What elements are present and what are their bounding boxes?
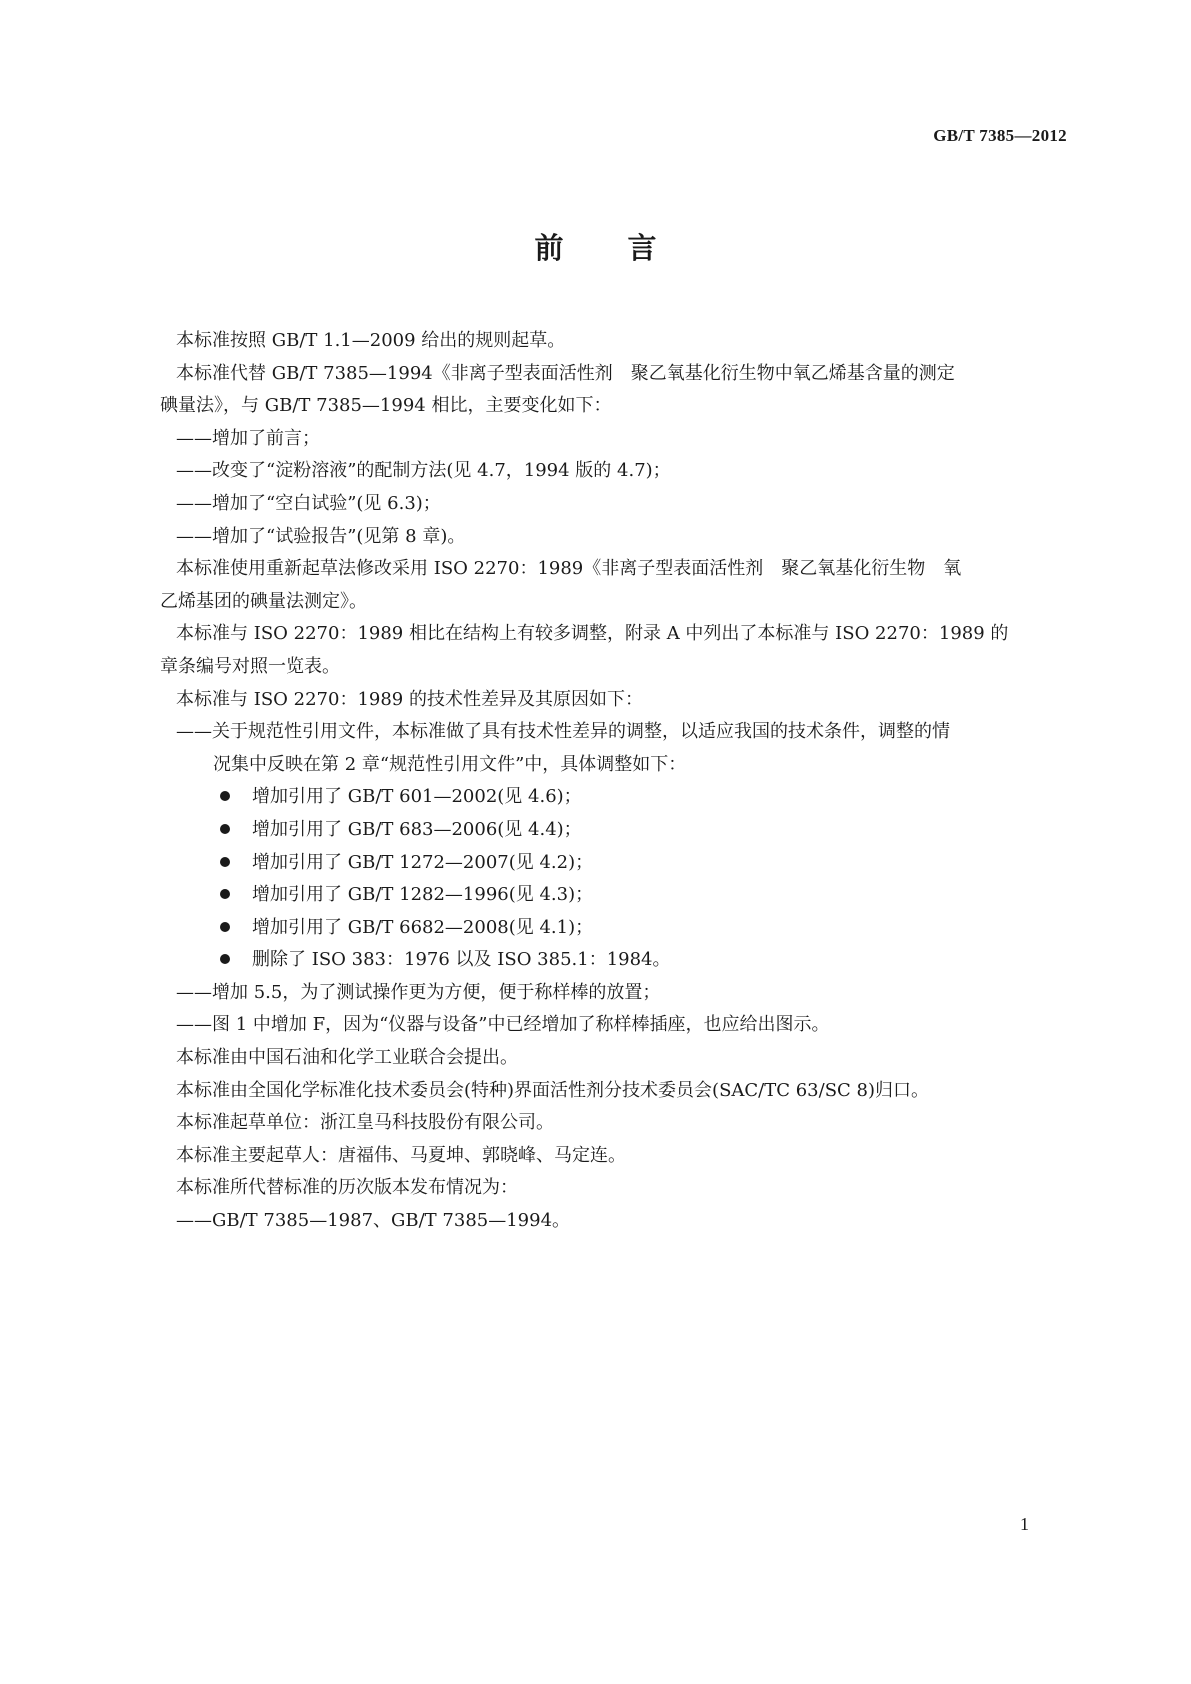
- history-item: ——GB/T 7385—1987、GB/T 7385—1994。: [176, 1210, 571, 1232]
- reference-text: 删除了 ISO 383：1976 以及 ISO 385.1：1984。: [252, 949, 671, 971]
- foreword-body: [160, 325, 1064, 1238]
- difference-item-1-line-2: 况集中反映在第 2 章“规范性引用文件”中，具体调整如下：: [213, 753, 687, 775]
- reference-text: 增加引用了 GB/T 1282—1996(见 4.3)；: [252, 884, 594, 906]
- bullet-icon: [220, 922, 230, 932]
- difference-item-1-line-1: ——关于规范性引用文件，本标准做了具有技术性差异的调整，以适应我国的技术条件，调整的情: [176, 721, 950, 743]
- reference-item: [160, 879, 1064, 912]
- paragraph-adoption-line-2: 乙烯基团的碘量法测定》。: [160, 590, 367, 612]
- reference-item: [160, 814, 1064, 847]
- title-char-2: 言: [627, 231, 657, 265]
- reference-item: [160, 944, 1064, 977]
- standard-code: GB/T 7385—2012: [933, 126, 1067, 145]
- difference-item-3: ——图 1 中增加 F，因为“仪器与设备”中已经增加了称样棒插座，也应给出图示。: [176, 1014, 830, 1036]
- change-item: ——增加了“空白试验”(见 6.3)；: [176, 492, 441, 514]
- change-item: ——改变了“淀粉溶液”的配制方法(见 4.7，1994 版的 4.7)；: [176, 460, 671, 482]
- page-title: [0, 228, 1191, 268]
- paragraph-structure-line-2: 章条编号对照一览表。: [160, 655, 340, 677]
- title-char-1: 前: [534, 231, 564, 265]
- reference-item: [160, 847, 1064, 880]
- paragraph-drafting-unit: 本标准起草单位：浙江皇马科技股份有限公司。: [176, 1112, 554, 1134]
- paragraph-committee: 本标准由全国化学标准化技术委员会(特种)界面活性剂分技术委员会(SAC/TC 63/SC 8)归口。: [176, 1079, 929, 1101]
- reference-item: [160, 781, 1064, 814]
- paragraph-adoption-line-1: 本标准使用重新起草法修改采用 ISO 2270：1989《非离子型表面活性剂 聚乙氧基化衍生物 氧: [176, 558, 962, 580]
- paragraph-drafting-rules: 本标准按照 GB/T 1.1—2009 给出的规则起草。: [176, 330, 566, 351]
- difference-item-2: ——增加 5.5，为了测试操作更为方便，便于称样棒的放置；: [176, 981, 661, 1003]
- paragraph-history-intro: 本标准所代替标准的历次版本发布情况为：: [176, 1177, 518, 1199]
- change-item: ——增加了“试验报告”(见第 8 章)。: [176, 525, 466, 547]
- bullet-icon: [220, 857, 230, 867]
- paragraph-replaces-line-2: 碘量法》，与 GB/T 7385—1994 相比，主要变化如下：: [160, 395, 612, 417]
- paragraph-replaces-line-1: 本标准代替 GB/T 7385—1994《非离子型表面活性剂 聚乙氧基化衍生物中氧乙烯基含量的测定: [176, 362, 955, 384]
- bullet-icon: [220, 824, 230, 834]
- bullet-icon: [220, 889, 230, 899]
- paragraph-proposer: 本标准由中国石油和化学工业联合会提出。: [176, 1047, 518, 1069]
- paragraph-drafters: 本标准主要起草人：唐福伟、马夏坤、郭晓峰、马定连。: [176, 1144, 626, 1166]
- bullet-icon: [220, 791, 230, 801]
- reference-text: 增加引用了 GB/T 6682—2008(见 4.1)；: [252, 916, 594, 938]
- reference-text: 增加引用了 GB/T 1272—2007(见 4.2)；: [252, 851, 594, 873]
- bullet-icon: [220, 954, 230, 964]
- page-number: 1: [1020, 1514, 1029, 1534]
- reference-text: 增加引用了 GB/T 601—2002(见 4.6)；: [252, 786, 582, 808]
- reference-item: [160, 912, 1064, 945]
- paragraph-structure-line-1: 本标准与 ISO 2270：1989 相比在结构上有较多调整，附录 A 中列出了本标准与 ISO 2270：1989 的: [176, 623, 1009, 645]
- change-item: ——增加了前言；: [176, 427, 320, 449]
- paragraph-technical-differences: 本标准与 ISO 2270：1989 的技术性差异及其原因如下：: [176, 688, 643, 710]
- reference-text: 增加引用了 GB/T 683—2006(见 4.4)；: [252, 818, 582, 840]
